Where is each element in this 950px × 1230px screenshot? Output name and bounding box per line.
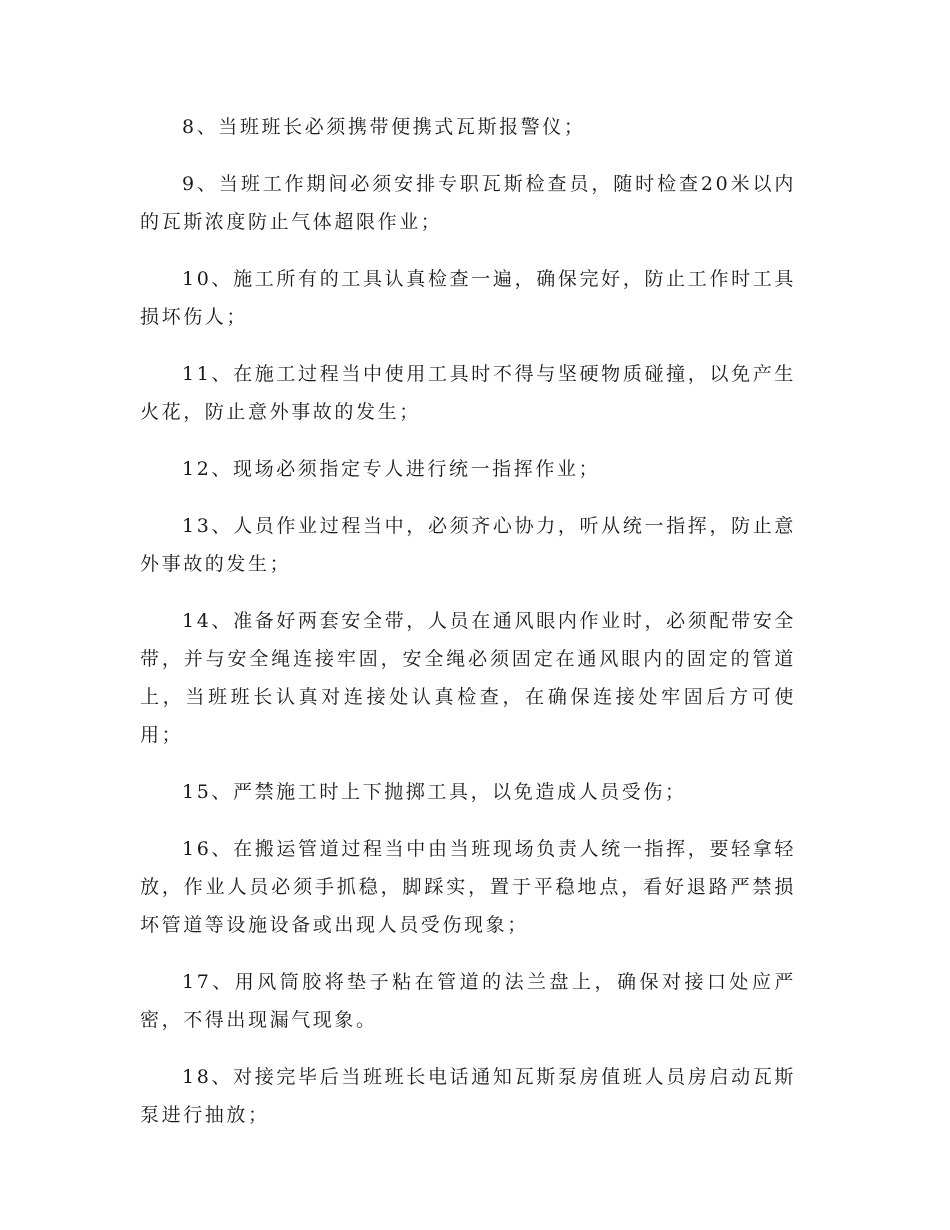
document-body (140, 108, 796, 1153)
list-item-17: 17、用风筒胶将垫子粘在管道的法兰盘上，确保对接口处应严密，不得出现漏气现象。 (140, 971, 796, 1031)
list-item-10: 10、施工所有的工具认真检查一遍，确保完好，防止工作时工具损坏伤人； (140, 268, 796, 328)
list-item-8: 8、当班班长必须携带便携式瓦斯报警仪； (182, 116, 586, 138)
list-item-11: 11、在施工过程当中使用工具时不得与坚硬物质碰撞，以免产生火花，防止意外事故的发生； (140, 363, 796, 423)
list-item-14: 14、准备好两套安全带，人员在通风眼内作业时，必须配带安全带，并与安全绳连接牢固，安全绳必须固定在通风眼内的固定的管道上，当班班长认真对连接处认真检查，在确保连接处牢固后方可使用； (140, 610, 796, 746)
list-item-16: 16、在搬运管道过程当中由当班现场负责人统一指挥，要轻拿轻放，作业人员必须手抓稳，脚踩实，置于平稳地点，看好退路严禁损坏管道等设施设备或出现人员受伤现象； (140, 838, 796, 936)
list-item-12: 12、现场必须指定专人进行统一指挥作业； (182, 458, 601, 480)
list-item-13: 13、人员作业过程当中，必须齐心协力，听从统一指挥，防止意外事故的发生； (140, 515, 796, 575)
list-item-9: 9、当班工作期间必须安排专职瓦斯检查员，随时检查20米以内的瓦斯浓度防止气体超限作业； (140, 173, 796, 233)
list-item-15: 15、严禁施工时上下抛掷工具，以免造成人员受伤； (182, 781, 687, 803)
list-item-18: 18、对接完毕后当班班长电话通知瓦斯泵房值班人员房启动瓦斯泵进行抽放； (140, 1066, 796, 1126)
